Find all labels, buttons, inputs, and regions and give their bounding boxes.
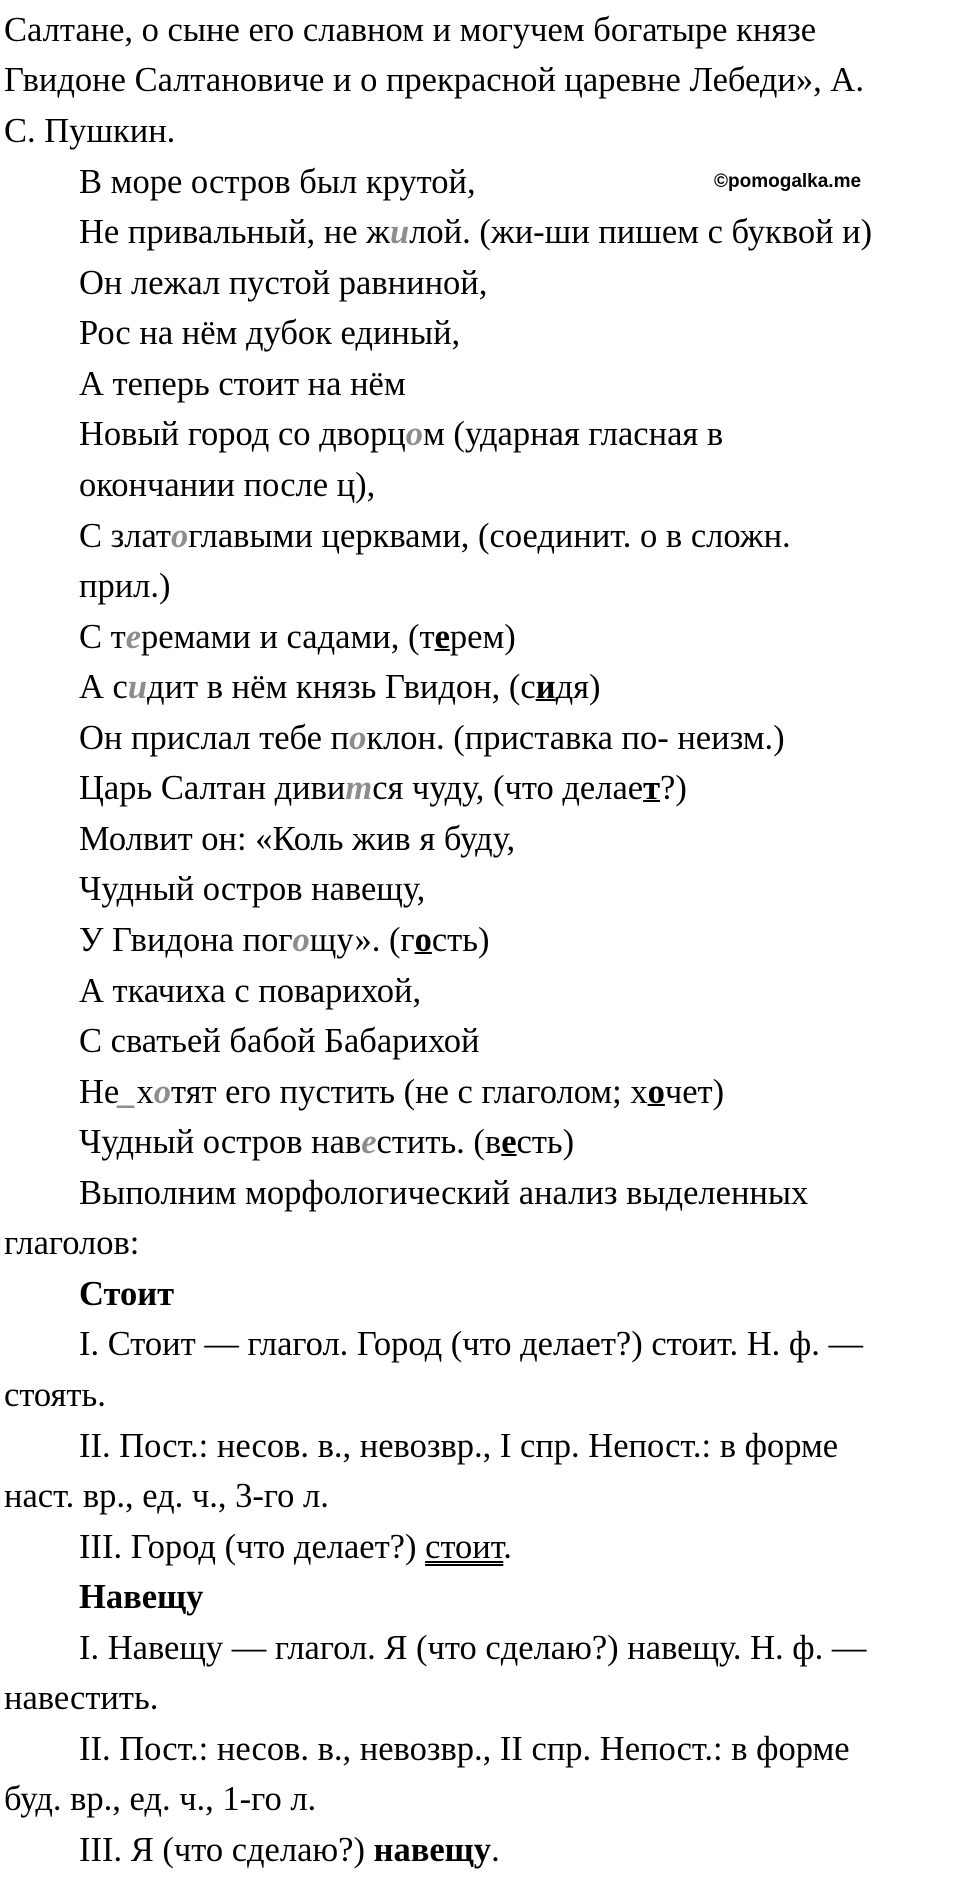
poem-line-17: А ткачиха с поварихой, bbox=[79, 972, 422, 1010]
highlighted-vowel: о bbox=[170, 517, 189, 555]
check-letter: о bbox=[414, 921, 432, 959]
section-heading-naveshchu: Навещу bbox=[79, 1578, 204, 1616]
poem-line-8: С златоглавыми церквами, (соединит. о в сложн. bbox=[79, 517, 791, 555]
check-letter: о bbox=[647, 1073, 665, 1111]
poem-line-4: Рос на нём дубок единый, bbox=[79, 314, 461, 352]
highlighted-vowel: о bbox=[405, 415, 423, 453]
intro-line-2: Гвидоне Салтановиче и о прекрасной царевне Лебеди», А. bbox=[4, 61, 864, 99]
poem-line-16: У Гвидона погощу». (гость) bbox=[79, 921, 490, 959]
highlighted-vowel: е bbox=[361, 1123, 377, 1161]
naveshchu-p2-line-1: II. Пост.: несов. в., невозвр., II спр. Непост.: в форме bbox=[79, 1730, 850, 1768]
analysis-intro-line-1: Выполним морфологический анализ выделенных bbox=[79, 1174, 809, 1212]
poem-line-1: В море остров был крутой, bbox=[79, 163, 476, 201]
analysis-intro-line-2: глаголов: bbox=[4, 1224, 140, 1262]
watermark: ©pomogalka.me bbox=[714, 171, 862, 192]
poem-line-6: Новый город со дворцом (ударная гласная в bbox=[79, 415, 724, 453]
check-letter: и bbox=[535, 668, 556, 706]
poem-line-3: Он лежал пустой равниной, bbox=[79, 264, 488, 302]
poem-line-7: окончании после ц), bbox=[79, 466, 376, 504]
poem-line-19: Не_хотят его пустить (не с глаголом; хочет) bbox=[79, 1073, 725, 1111]
check-letter: е bbox=[501, 1123, 517, 1161]
highlighted-vowel: и bbox=[127, 668, 148, 706]
separate-writing-mark: _ bbox=[119, 1073, 137, 1111]
highlighted-vowel: о bbox=[153, 1073, 171, 1111]
naveshchu-p1-line-2: навестить. bbox=[4, 1679, 159, 1717]
check-letter: е bbox=[434, 618, 450, 656]
poem-line-5: А теперь стоит на нём bbox=[79, 365, 406, 403]
poem-line-10: С теремами и садами, (терем) bbox=[79, 618, 516, 656]
stoit-p1-line-1: I. Стоит — глагол. Город (что делает?) стоит. Н. ф. — bbox=[79, 1325, 863, 1363]
intro-line-3: С. Пушкин. bbox=[4, 112, 176, 150]
poem-line-13: Царь Салтан дивится чуду, (что делает?) bbox=[79, 769, 687, 807]
predicate-bold: навещу bbox=[373, 1831, 492, 1869]
poem-line-12: Он прислал тебе поклон. (приставка по- неизм.) bbox=[79, 719, 785, 757]
highlighted-vowel: о bbox=[292, 921, 310, 959]
naveshchu-p1-line-1: I. Навещу — глагол. Я (что сделаю?) навещу. Н. ф. — bbox=[79, 1629, 867, 1667]
stoit-p1-line-2: стоять. bbox=[4, 1376, 106, 1414]
poem-line-15: Чудный остров навещу, bbox=[79, 870, 426, 908]
stoit-p3: III. Город (что делает?) стоит. bbox=[79, 1528, 512, 1566]
poem-line-18: С сватьей бабой Бабарихой bbox=[79, 1022, 480, 1060]
poem-line-11: А сидит в нём князь Гвидон, (сидя) bbox=[79, 668, 601, 706]
section-heading-stoit: Стоит bbox=[79, 1275, 175, 1313]
naveshchu-p2-line-2: буд. вр., ед. ч., 1-го л. bbox=[4, 1780, 317, 1818]
poem-line-14: Молвит он: «Коль жив я буду, bbox=[79, 820, 516, 858]
stoit-p2-line-1: II. Пост.: несов. в., невозвр., I спр. Непост.: в форме bbox=[79, 1427, 839, 1465]
stoit-p2-line-2: наст. вр., ед. ч., 3-го л. bbox=[4, 1477, 329, 1515]
predicate-underlined: стоит bbox=[425, 1528, 504, 1566]
highlighted-vowel: и bbox=[390, 213, 410, 251]
highlighted-letter: т bbox=[345, 769, 373, 807]
check-letter: т bbox=[643, 769, 661, 807]
highlighted-vowel: е bbox=[125, 618, 142, 656]
intro-line-1: Салтане, о сыне его славном и могучем богатыре князе bbox=[4, 11, 817, 49]
highlighted-vowel: о bbox=[349, 719, 367, 757]
naveshchu-p3: III. Я (что сделаю?) навещу. bbox=[79, 1831, 500, 1869]
poem-line-9: прил.) bbox=[79, 567, 171, 605]
poem-line-2: Не привальный, не жилой. (жи-ши пишем с буквой и) bbox=[79, 213, 873, 251]
poem-line-20: Чудный остров навестить. (весть) bbox=[79, 1123, 575, 1161]
